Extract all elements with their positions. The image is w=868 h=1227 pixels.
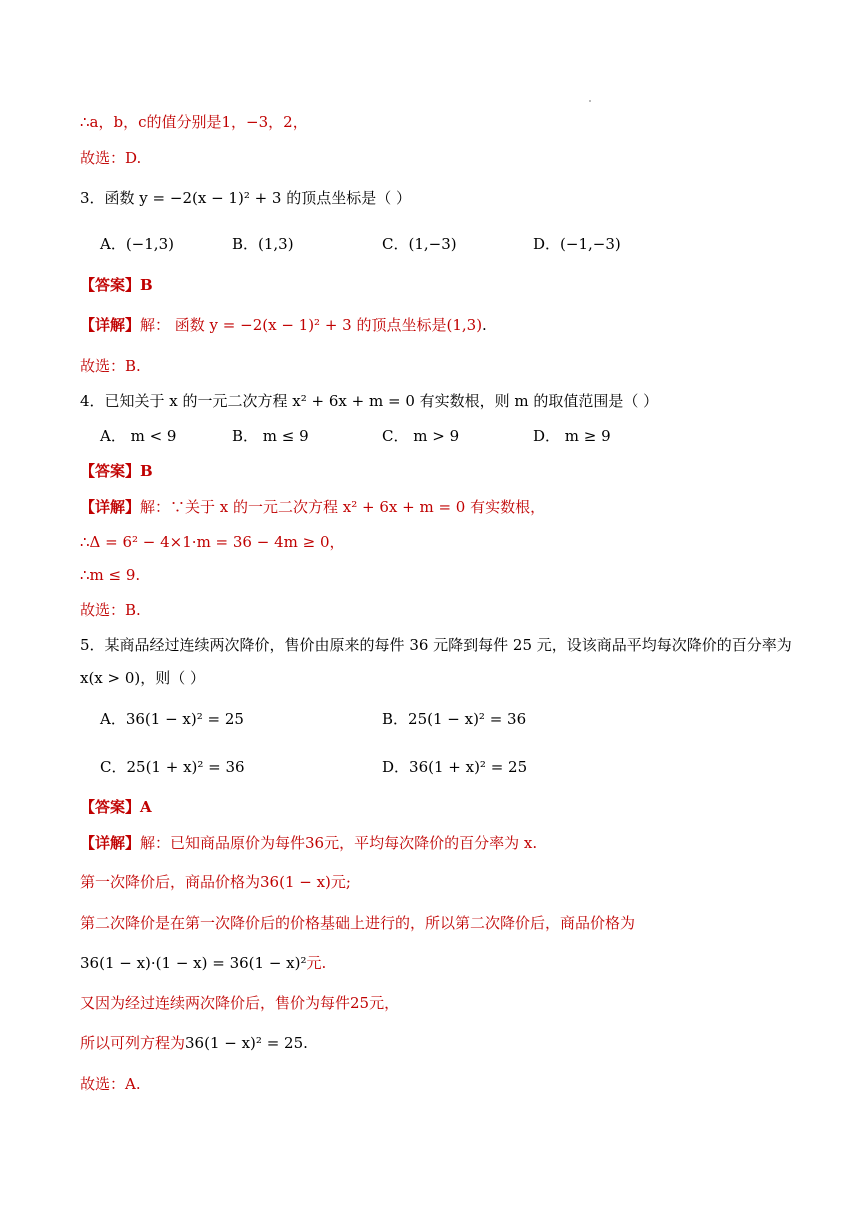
q5-line-4: 第二次降价是在第一次降价后的价格基础上进行的，所以第二次降价后，商品价格为 (80, 914, 636, 932)
q5-answer: 【答案】A (80, 798, 152, 816)
q5-option-a: A．36(1 − x)² = 25 (100, 710, 244, 728)
q4-choose: 故选：B. (80, 601, 141, 619)
question-3: 3．函数 y = −2(x − 1)² + 3 的顶点坐标是（ ） (80, 189, 412, 207)
question-5-line-1: 5．某商品经过连续两次降价，售价由原来的每件 36 元降到每件 25 元，设该商品平均每次降价的百分率为 (80, 636, 792, 654)
question-5-line-2: x(x > 0)，则（ ） (80, 669, 206, 687)
q5-option-b: B．25(1 − x)² = 36 (382, 710, 527, 728)
q3-detail (80, 314, 487, 336)
detail-text: 解： 函数 y = −2(x − 1)² + 3 的顶点坐标是(1,3) (140, 316, 483, 334)
q5-choose: 故选：A. (80, 1075, 141, 1093)
q4-option-c: C． m > 9 (382, 427, 460, 445)
q5-option-c: C．25(1 + x)² = 36 (100, 758, 245, 776)
q4-detail (80, 496, 545, 518)
q5-line-6: 又因为经过连续两次降价后，售价为每件25元， (80, 994, 400, 1012)
q3-choose: 故选：B. (80, 357, 141, 375)
q5-line-7 (80, 1032, 308, 1054)
q4-answer: 【答案】B (80, 462, 153, 480)
detail-end: . (482, 316, 487, 334)
equation: 36(1 − x)² = 25 (185, 1034, 304, 1052)
choose-line-d: 故选：D. (80, 149, 142, 167)
q3-option-b: B．(1,3) (232, 235, 294, 253)
q5-line-5 (80, 952, 326, 974)
q5-detail (80, 832, 537, 854)
period: . (303, 1034, 308, 1052)
q4-line-3: ∴m ≤ 9. (80, 566, 141, 584)
q3-option-a: A．(−1,3) (100, 235, 174, 253)
detail-tag: 【详解】 (80, 498, 141, 516)
q5-option-d: D．36(1 + x)² = 25 (382, 758, 528, 776)
unit-text: 元. (306, 954, 327, 972)
detail-tag: 【详解】 (80, 316, 141, 334)
prefix-text: 所以可列方程为 (80, 1034, 186, 1052)
q3-option-d: D．(−1,−3) (533, 235, 621, 253)
q4-option-d: D． m ≥ 9 (533, 427, 611, 445)
q5-line-3: 第一次降价后，商品价格为36(1 − x)元; (80, 873, 351, 891)
detail-text: 解：∵关于 x 的一元二次方程 x² + 6x + m = 0 有实数根， (140, 498, 546, 516)
conclusion-line: ∴a，b，c的值分别是1，−3，2， (80, 113, 308, 131)
q4-option-b: B． m ≤ 9 (232, 427, 309, 445)
q3-option-c: C．(1,−3) (382, 235, 457, 253)
stray-dot (589, 100, 591, 102)
q3-answer: 【答案】B (80, 276, 153, 294)
q4-option-a: A． m < 9 (100, 427, 177, 445)
equation: 36(1 − x)·(1 − x) = 36(1 − x)² (80, 954, 307, 972)
q4-line-2: ∴Δ = 6² − 4×1·m = 36 − 4m ≥ 0， (80, 533, 345, 551)
detail-tag: 【详解】 (80, 834, 141, 852)
detail-text: 解：已知商品原价为每件36元，平均每次降价的百分率为 x. (140, 834, 538, 852)
question-4: 4．已知关于 x 的一元二次方程 x² + 6x + m = 0 有实数根，则 m 的取值范围是（ ） (80, 392, 659, 410)
